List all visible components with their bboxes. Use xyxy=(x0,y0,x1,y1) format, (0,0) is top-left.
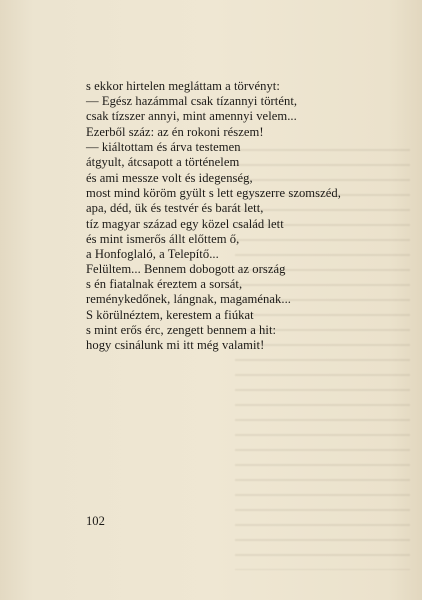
poem-line: s én fiatalnak éreztem a sorsát, xyxy=(86,277,243,292)
poem-line: Ezerből száz: az én rokoni részem! xyxy=(86,124,264,139)
poem-line: most mind köröm gyült s lett egyszerre szomszéd, xyxy=(86,186,341,201)
stanza-3 xyxy=(86,262,406,353)
poem-line: és ami messze volt és idegenség, xyxy=(86,171,253,185)
poem-line: és mint ismerős állt előttem ő, xyxy=(86,231,240,246)
poem-line: Felültem... Bennem dobogott az ország xyxy=(86,262,286,276)
poem-line: hogy csinálunk mi itt még valamit! xyxy=(86,338,265,353)
poem-line: — Egész hazámmal csak tízannyi történt, xyxy=(86,94,298,109)
stanza-1 xyxy=(86,79,406,170)
poem-line: — kiáltottam és árva testemen xyxy=(86,139,241,154)
page-number: 102 xyxy=(86,514,105,528)
stanza-2 xyxy=(86,171,406,262)
poem-line: s mint erős érc, zengett bennem a hit: xyxy=(86,322,277,337)
poem-line: csak tízszer annyi, mint amennyi velem... xyxy=(86,109,297,124)
poem-line: s ekkor hirtelen megláttam a törvényt: xyxy=(86,79,280,93)
poem-line: reménykedőnek, lángnak, magaménak... xyxy=(86,292,291,307)
poem-line: átgyult, átcsapott a történelem xyxy=(86,155,240,170)
poem-line: S körülnéztem, kerestem a fiúkat xyxy=(86,307,254,322)
poem-line: tíz magyar század egy közel család lett xyxy=(86,216,284,231)
poem-line: a Honfoglaló, a Telepítő... xyxy=(86,247,219,262)
poem-line: apa, déd, ük és testvér és barát lett, xyxy=(86,201,264,216)
